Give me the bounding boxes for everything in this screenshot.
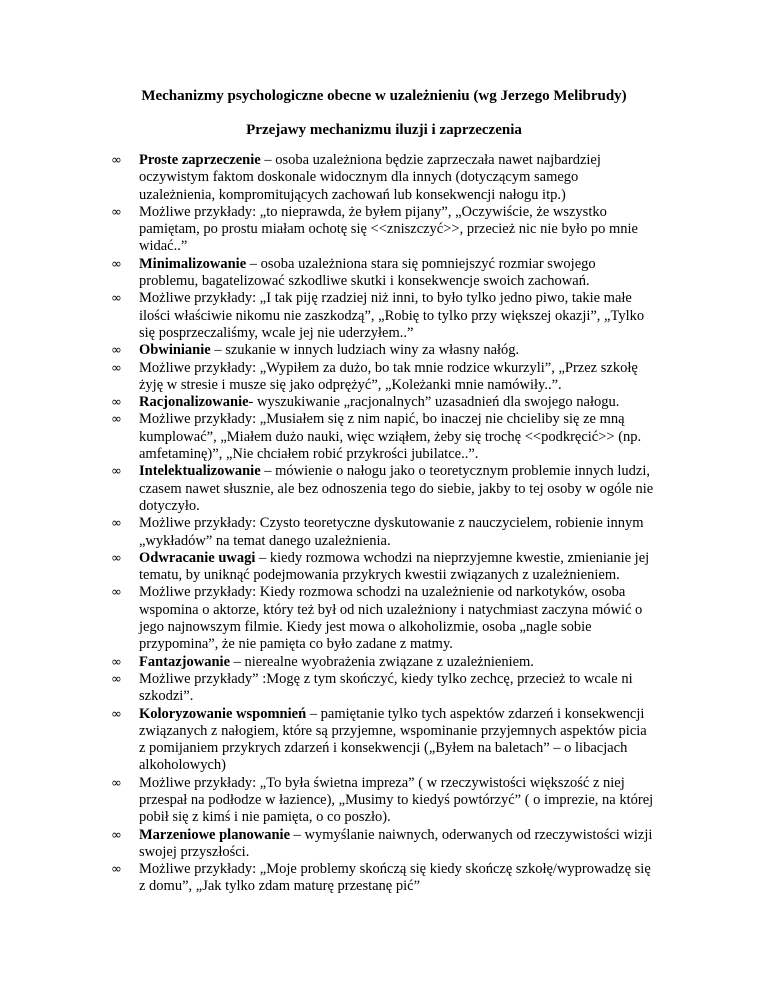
mechanism-list [111, 152, 656, 896]
list-item [111, 654, 656, 671]
item-text: Możliwe przykłady: „Moje problemy skończą się kiedy skończę szkołę/wyprowadzę się z domu”, „Jak tylko zdam maturę przestanę pić” [139, 861, 651, 895]
bullet-icon: ∞ [111, 654, 122, 670]
list-item [111, 861, 656, 896]
item-text: – osoba uzależniona będzie zaprzeczała nawet najbardziej oczywistym faktom doskonale widocznym dla innych (dotyczącym samego uzależnienia, kompromitujących zachowań lub konsekwencji nałogu itp.) [139, 152, 601, 203]
list-item [111, 550, 656, 585]
bullet-icon: ∞ [111, 775, 122, 791]
bullet-icon: ∞ [111, 827, 122, 843]
list-item [111, 360, 656, 395]
bullet-icon: ∞ [111, 153, 122, 168]
item-term: Obwinianie [139, 342, 211, 359]
list-item [111, 463, 656, 515]
bullet-icon: ∞ [111, 395, 122, 411]
list-item [111, 671, 656, 706]
document-subtitle: Przejawy mechanizmu iluzji i zaprzeczenia [246, 122, 522, 138]
list-item [111, 342, 656, 359]
list-item [111, 411, 656, 463]
item-text: Możliwe przykłady: „I tak piję rzadziej niż inni, to było tylko jedno piwo, takie małe ilości właściwie nikomu nie zaszkodzą”, „Robię to tylko przy większej okazji”, „Tylko się posprzeczaliśmy, wcale jej nie uderzyłem..” [139, 290, 645, 341]
document-title: Mechanizmy psychologiczne obecne w uzależnieniu (wg Jerzego Melibrudy) [141, 88, 627, 104]
item-text: Możliwe przykłady: „Musiałem się z nim napić, bo inaczej nie chcieliby się ze mną kumplować”, „Miałem dużo nauki, więc wziąłem, żeby się trochę <<podkręcić>> (np. amfetaminę)”, „Nie chciałem robić przykrości jubilatce..”. [139, 411, 642, 463]
item-text: – osoba uzależniona stara się pomniejszyć rozmiar swojego problemu, bagatelizować szkodliwe skutki i konsekwencje swoich zachowań. [139, 255, 596, 290]
item-text: Możliwe przykłady: Kiedy rozmowa schodzi na uzależnienie od narkotyków, osoba wspomina o aktorze, który też był od nich uzależniony i natychmiast zaczyna mówić o jego najnowszym filmie. Kiedy jest mowa o alkoholizmie, osoba „nagle sobie przypomina”, że nie pamięta co było zadane z matmy. [139, 584, 643, 653]
bullet-icon: ∞ [111, 464, 122, 480]
item-text: – mówienie o nałogu jako o teoretycznym problemie innych ludzi, czasem nawet słusznie, ale bez odnoszenia tego do siebie, jakby to tej osoby w ogóle nie dotyczyło. [139, 463, 654, 514]
bullet-icon: ∞ [111, 862, 122, 878]
item-term: Proste zaprzeczenie [139, 152, 261, 168]
item-text: Możliwe przykłady” :Mogę z tym skończyć, kiedy tylko zechcę, przecież to wcale ni szkodzi”. [139, 670, 633, 705]
bullet-icon: ∞ [111, 550, 122, 566]
list-item [111, 775, 656, 827]
item-text: Możliwe przykłady: „to nieprawda, że byłem pijany”, „Oczywiście, że wszystko pamiętam, po prostu miałam ochotę się <<zniszczyć>>, przecież nic nie było po mnie widać..” [139, 203, 638, 255]
bullet-icon: ∞ [111, 291, 122, 307]
item-term: Minimalizowanie [139, 255, 247, 272]
item-term: Fantazjowanie [139, 653, 231, 670]
bullet-icon: ∞ [111, 412, 122, 428]
item-text: – kiedy rozmowa wchodzi na nieprzyjemne kwestie, zmienianie jej tematu, by uniknąć podejmowania przykrych kwestii związanych z uzależnieniem. [139, 549, 650, 584]
item-term: Intelektualizowanie [139, 463, 261, 480]
list-item [111, 290, 656, 342]
item-text: – wymyślanie naiwnych, oderwanych od rzeczywistości wizji swojej przyszłości. [139, 826, 653, 860]
item-text: – nierealne wyobrażenia związane z uzależnieniem. [230, 653, 534, 670]
item-term: Marzeniowe planowanie [139, 826, 291, 843]
bullet-icon: ∞ [111, 706, 122, 722]
list-item [111, 152, 656, 204]
bullet-icon: ∞ [111, 360, 122, 376]
item-text: – pamiętanie tylko tych aspektów zdarzeń i konsekwencji związanych z nałogiem, które są przyjemne, wspominanie przyjemnych aspektów picia z pomijaniem przykrych zdarzeń i konsekwencji („Byłem na baletach” – o libacjach alkoholowych) [139, 705, 647, 774]
item-text: Możliwe przykłady: „To była świetna impreza” ( w rzeczywistości większość z niej przespał na podłodze w łazience), „Musimy to kiedyś powtórzyć” ( o imprezie, na której pobił się z kimś i nie pamięta, o co poszło). [139, 774, 654, 826]
list-item [111, 256, 656, 291]
bullet-icon: ∞ [111, 516, 122, 532]
list-item [111, 827, 656, 862]
list-item [111, 204, 656, 256]
item-term: Racjonalizowanie [139, 394, 249, 411]
item-term: Koloryzowanie wspomnień [139, 705, 307, 722]
item-text: – szukanie w innych ludziach winy za własny nałóg. [210, 342, 520, 359]
list-item [111, 706, 656, 775]
item-text: Możliwe przykłady: „Wypiłem za dużo, bo tak mnie rodzice wkurzyli”, „Przez szkołę żyję w stresie i musze się jako odprężyć”, „Koleżanki mnie namówiły..”. [139, 359, 638, 393]
item-term: Odwracanie uwagi [139, 549, 256, 566]
bullet-icon: ∞ [111, 256, 122, 272]
list-item [111, 515, 656, 550]
list-item [111, 394, 656, 411]
bullet-icon: ∞ [111, 343, 122, 359]
bullet-icon: ∞ [111, 585, 122, 601]
item-text: - wyszukiwanie „racjonalnych” uzasadnień dla swojego nałogu. [248, 394, 620, 411]
bullet-icon: ∞ [111, 204, 122, 220]
item-text: Możliwe przykłady: Czysto teoretyczne dyskutowanie z nauczycielem, robienie innym „wykładów” na temat danego uzależnienia. [139, 515, 644, 549]
list-item [111, 584, 656, 653]
bullet-icon: ∞ [111, 671, 122, 687]
